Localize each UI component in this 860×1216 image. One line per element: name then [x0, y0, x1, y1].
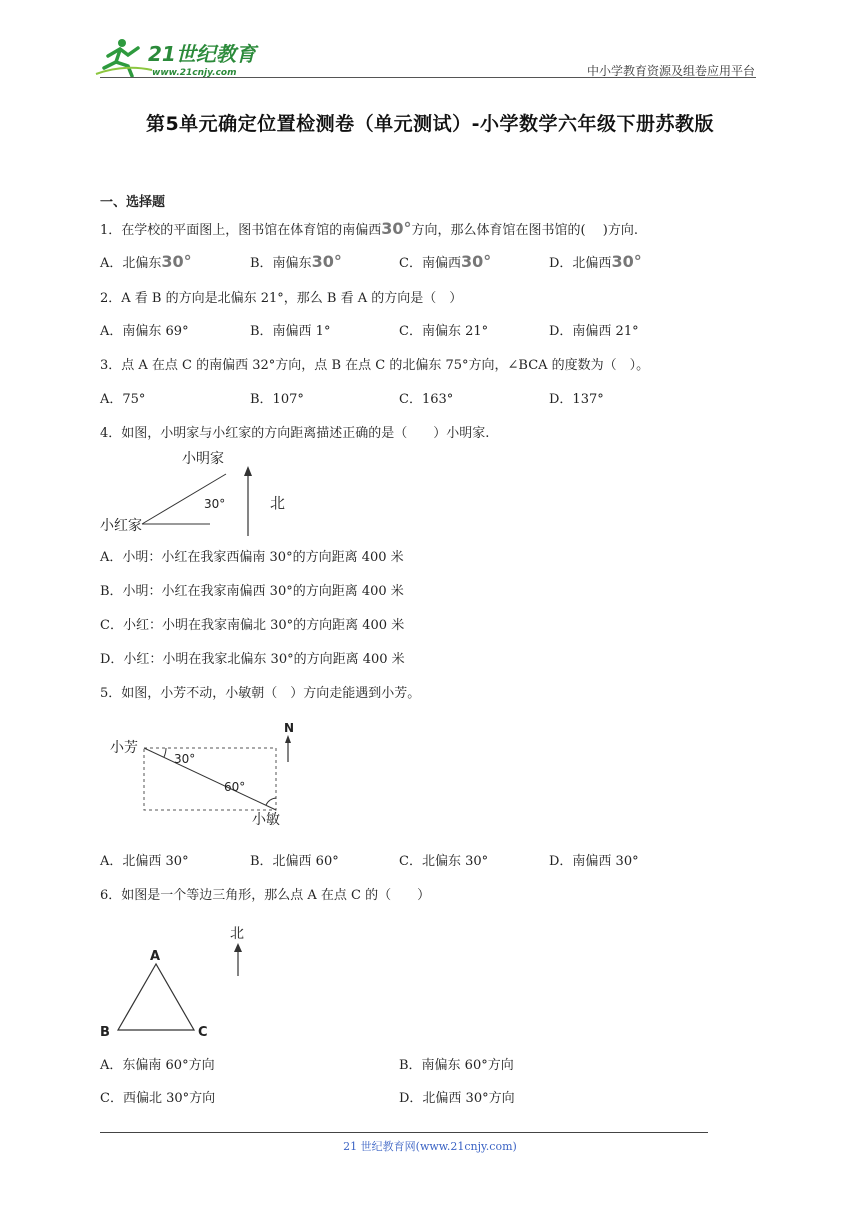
q6-north-label: 北	[230, 926, 244, 942]
question-1-stem: 1．在学校的平面图上，图书馆在体育馆的南偏西30°方向，那么体育馆在图书馆的( )方向.	[100, 219, 638, 238]
header-platform-text: 中小学教育资源及组卷应用平台	[586, 64, 755, 78]
q5-option-c[interactable]: C．北偏东 30°	[399, 854, 489, 869]
question-6-stem: 6．如图是一个等边三角形，那么点 A 在点 C 的（ ）	[100, 888, 431, 903]
q1-option-a[interactable]: A．北偏东30°	[100, 252, 192, 271]
q4-angle-label: 30°	[204, 497, 226, 511]
q1-option-d[interactable]: D．北偏西30°	[549, 252, 642, 271]
north-arrow-icon	[234, 943, 242, 952]
question-5-stem: 5．如图，小芳不动，小敏朝（ ）方向走能遇到小芳。	[100, 686, 421, 701]
runner-icon	[96, 39, 152, 76]
page-title: 第5单元确定位置检测卷（单元测试）-小学数学六年级下册苏教版	[145, 113, 715, 135]
q3-option-b[interactable]: B．107°	[250, 392, 304, 407]
equilateral-triangle	[118, 964, 194, 1030]
north-arrow-icon	[244, 466, 252, 476]
q5-option-a[interactable]: A．北偏西 30°	[100, 854, 189, 869]
q5-figure	[108, 716, 308, 832]
q4-north-label: 北	[270, 494, 286, 512]
q4-option-b[interactable]: B．小明：小红在我家南偏西 30°的方向距离 400 米	[100, 584, 404, 599]
site-logo	[94, 34, 269, 80]
svg-text:www.21cnjy.com: www.21cnjy.com	[152, 68, 237, 78]
q6-label-b: B	[100, 1025, 110, 1040]
q2-option-b[interactable]: B．南偏西 1°	[250, 324, 331, 339]
q6-label-c: C	[198, 1025, 208, 1040]
svg-text:21世纪教育: 21世纪教育	[148, 42, 256, 66]
q5-option-d[interactable]: D．南偏西 30°	[549, 854, 639, 869]
q6-label-a: A	[150, 949, 161, 964]
section-heading: 一、选择题	[100, 195, 166, 210]
q3-option-d[interactable]: D．137°	[549, 392, 604, 407]
q4-label-xiaohong: 小红家	[100, 518, 142, 534]
q5-option-b[interactable]: B．北偏西 60°	[250, 854, 339, 869]
q4-option-c[interactable]: C．小红：小明在我家南偏北 30°的方向距离 400 米	[100, 618, 405, 633]
question-2-stem: 2．A 看 B 的方向是北偏东 21°，那么 B 看 A 的方向是（ ）	[100, 291, 463, 306]
q4-figure	[98, 446, 298, 538]
q4-option-d[interactable]: D．小红：小明在我家北偏东 30°的方向距离 400 米	[100, 652, 405, 667]
q4-label-xiaoming: 小明家	[182, 451, 224, 467]
q6-option-a[interactable]: A．东偏南 60°方向	[100, 1058, 215, 1073]
header-divider	[100, 77, 756, 78]
q2-option-a[interactable]: A．南偏东 69°	[100, 324, 189, 339]
q5-angle2-label: 60°	[224, 780, 246, 794]
q3-option-a[interactable]: A．75°	[100, 392, 146, 407]
q3-option-c[interactable]: C．163°	[399, 392, 454, 407]
q5-label-xiaomin: 小敏	[252, 812, 280, 828]
q4-option-a[interactable]: A．小明：小红在我家西偏南 30°的方向距离 400 米	[100, 550, 404, 565]
q6-figure	[96, 918, 266, 1042]
footer-link[interactable]: 21 世纪教育网(www.21cnjy.com)	[343, 1140, 517, 1153]
q6-option-b[interactable]: B．南偏东 60°方向	[399, 1058, 514, 1073]
q5-label-xiaofang: 小芳	[110, 740, 138, 756]
q6-option-d[interactable]: D．北偏西 30°方向	[399, 1091, 515, 1106]
footer-divider	[100, 1132, 708, 1133]
question-3-stem: 3．点 A 在点 C 的南偏西 32°方向，点 B 在点 C 的北偏东 75°方向，∠BCA 的度数为（ ）。	[100, 358, 650, 373]
q5-angle1-label: 30°	[174, 752, 196, 766]
q2-option-d[interactable]: D．南偏西 21°	[549, 324, 639, 339]
q6-option-c[interactable]: C．西偏北 30°方向	[100, 1091, 216, 1106]
q1-option-c[interactable]: C．南偏西30°	[399, 252, 492, 271]
q2-option-c[interactable]: C．南偏东 21°	[399, 324, 489, 339]
q1-option-b[interactable]: B．南偏东30°	[250, 252, 342, 271]
q5-north-label: N	[284, 721, 295, 735]
question-4-stem: 4．如图，小明家与小红家的方向距离描述正确的是（ ）小明家.	[100, 426, 490, 441]
north-arrow-icon	[285, 735, 291, 743]
